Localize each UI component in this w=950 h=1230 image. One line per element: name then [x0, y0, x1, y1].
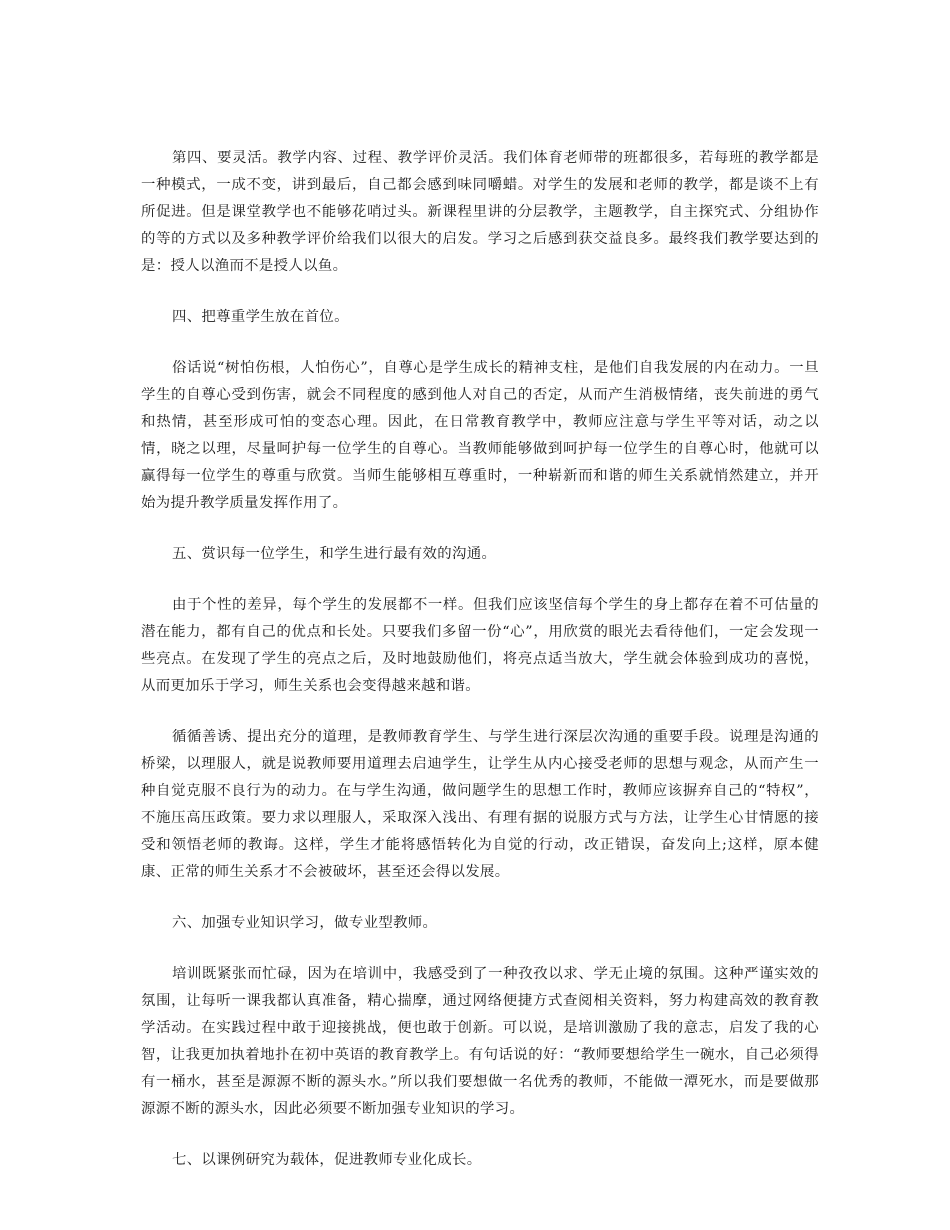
paragraph-self-esteem: 俗话说“树怕伤根，人怕伤心”，自尊心是学生成长的精神支柱，是他们自我发展的内在动力。一旦学生的自尊心受到伤害，就会不同程度的感到他人对自己的否定，从而产生消极情绪，丧失前进的勇气和热情，甚至形成可怕的变态心理。因此，在日常教育教学中，教师应注意与学生平等对话，动之以情，晓之以理，尽量呵护每一位学生的自尊心。当教师能够做到呵护每一位学生的自尊心时，他就可以赢得每一位学生的尊重与欣赏。当师生能够相互尊重时，一种崭新而和谐的师生关系就悄然建立，并开始为提升教学质量发挥作用了。 — [141, 360, 819, 511]
section-heading-professional-knowledge: 六、加强专业知识学习，做专业型教师。 — [171, 915, 438, 931]
section-heading-appreciate-students: 五、赏识每一位学生，和学生进行最有效的沟通。 — [171, 546, 497, 562]
document-page — [141, 145, 819, 1174]
paragraph-individual-differences: 由于个性的差异，每个学生的发展都不一样。但我们应该坚信每个学生的身上都存在着不可估量的潜在能力，都有自己的优点和长处。只要我们多留一份“心”，用欣赏的眼光去看待他们，一定会发现一些亮点。在发现了学生的亮点之后，及时地鼓励他们，将亮点适当放大，学生就会体验到成功的喜悦，从而更加乐于学习，师生关系也会变得越来越和谐。 — [141, 597, 819, 694]
paragraph-training: 培训既紧张而忙碌，因为在培训中，我感受到了一种孜孜以求、学无止境的氛围。这种严谨实效的氛围，让每听一课我都认真准备，精心揣摩，通过网络便捷方式查阅相关资料，努力构建高效的教育教学活动。在实践过程中敢于迎接挑战，便也敢于创新。可以说，是培训激励了我的意志，启发了我的心智，让我更加执着地扑在初中英语的教育教学上。有句话说的好：“教师要想给学生一碗水，自己必须得有一桶水，甚至是源源不断的源头水。”所以我们要想做一名优秀的教师，不能做一潭死水，而是要做那源源不断的源头水，因此必须要不断加强专业知识的学习。 — [141, 966, 819, 1117]
section-heading-case-study: 七、以课例研究为载体，促进教师专业化成长。 — [171, 1152, 482, 1168]
section-heading-respect-students: 四、把尊重学生放在首位。 — [171, 309, 349, 325]
paragraph-reasoning-communication: 循循善诱、提出充分的道理，是教师教育学生、与学生进行深层次沟通的重要手段。说理是沟通的桥梁，以理服人，就是说教师要用道理去启迪学生，让学生从内心接受老师的思想与观念，从而产生一种自觉克服不良行为的动力。在与学生沟通，做问题学生的思想工作时，教师应该摒弃自己的“特权”，不施压高压政策。要力求以理服人，采取深入浅出、有理有据的说服方式与方法，让学生心甘情愿的接受和领悟老师的教诲。这样，学生才能将感悟转化为自觉的行动，改正错误，奋发向上;这样，原本健康、正常的师生关系才不会被破坏，甚至还会得以发展。 — [141, 729, 819, 880]
paragraph-flexibility: 第四、要灵活。教学内容、过程、教学评价灵活。我们体育老师带的班都很多，若每班的教学都是一种模式，一成不变，讲到最后，自己都会感到味同嚼蜡。对学生的发展和老师的教学，都是谈不上有所促进。但是课堂教学也不能够花哨过头。新课程里讲的分层教学，主题教学，自主探究式、分组协作的等的方式以及多种教学评价给我们以很大的启发。学习之后感到获交益良多。最终我们教学要达到的是：授人以渔而不是授人以鱼。 — [141, 150, 819, 274]
